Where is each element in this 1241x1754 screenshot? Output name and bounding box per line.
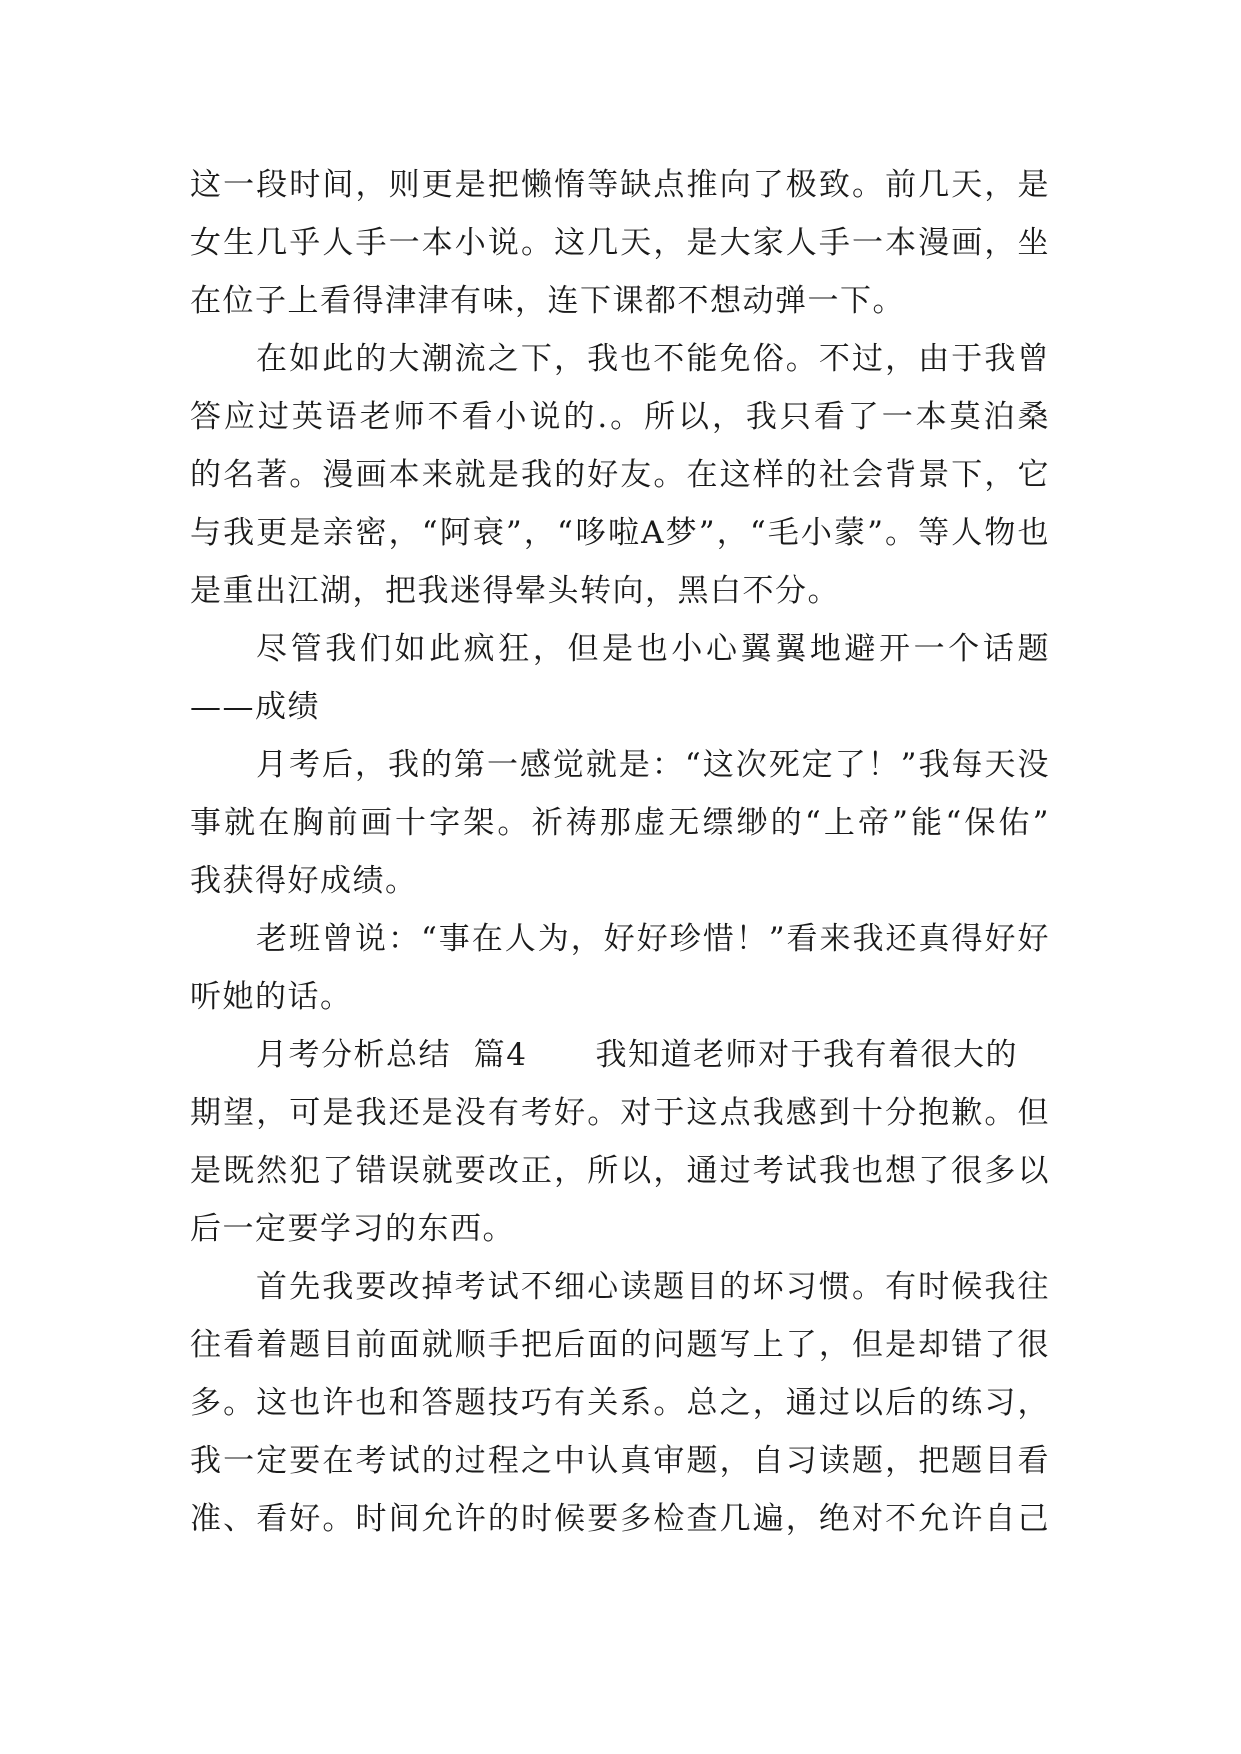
paragraph <box>190 330 1050 620</box>
text-line: 后一定要学习的东西。 <box>190 1211 515 1247</box>
document-body <box>190 156 1050 1548</box>
text-line: 我获得好成绩。 <box>190 863 418 899</box>
paragraph <box>190 910 1050 1026</box>
text-line: 老班曾说：“事在人为，好好珍惜！”看来我还真得好好 <box>256 921 1050 957</box>
text-line: 多。这也许也和答题技巧有关系。总之，通过以后的练习， <box>190 1385 1050 1421</box>
text-line: 我一定要在考试的过程之中认真审题，自习读题，把题目看 <box>190 1443 1050 1479</box>
paragraph <box>190 1258 1050 1548</box>
text-line: 是重出江湖，把我迷得晕头转向，黑白不分。 <box>190 573 840 609</box>
text-line: 在如此的大潮流之下，我也不能免俗。不过，由于我曾 <box>256 341 1050 377</box>
paragraph <box>190 736 1050 910</box>
text-line: 往看着题目前面就顺手把后面的问题写上了，但是却错了很 <box>190 1327 1050 1363</box>
text-line: 的名著。漫画本来就是我的好友。在这样的社会背景下，它 <box>190 457 1050 493</box>
text-line: ——成绩 <box>190 689 320 725</box>
text-line: 月考后，我的第一感觉就是：“这次死定了！”我每天没 <box>256 747 1050 783</box>
text-line: 准、看好。时间允许的时候要多检查几遍，绝对不允许自己 <box>190 1501 1050 1537</box>
text-line: 首先我要改掉考试不细心读题目的坏习惯。有时候我往 <box>256 1269 1050 1305</box>
text-line: 答应过英语老师不看小说的.。所以，我只看了一本莫泊桑 <box>190 399 1050 435</box>
text-line: 在位子上看得津津有味，连下课都不想动弹一下。 <box>190 283 905 319</box>
text-line: 与我更是亲密，“阿衰”，“哆啦A梦”，“毛小蒙”。等人物也 <box>190 515 1050 551</box>
paragraph <box>190 620 1050 736</box>
text-line: 是既然犯了错误就要改正，所以，通过考试我也想了很多以 <box>190 1153 1050 1189</box>
text-line: 尽管我们如此疯狂，但是也小心翼翼地避开一个话题 <box>256 631 1050 667</box>
paragraph <box>190 156 1050 330</box>
text-line: 这一段时间，则更是把懒惰等缺点推向了极致。前几天，是 <box>190 167 1050 203</box>
text-line: 事就在胸前画十字架。祈祷那虚无缥缈的“上帝”能“保佑” <box>190 805 1050 841</box>
text-line: 听她的话。 <box>190 979 353 1015</box>
text-line: 女生几乎人手一本小说。这几天，是大家人手一本漫画，坐 <box>190 225 1050 261</box>
text-line: 月考分析总结 篇4 我知道老师对于我有着很大的 <box>256 1037 1019 1073</box>
paragraph <box>190 1026 1050 1258</box>
text-line: 期望，可是我还是没有考好。对于这点我感到十分抱歉。但 <box>190 1095 1050 1131</box>
